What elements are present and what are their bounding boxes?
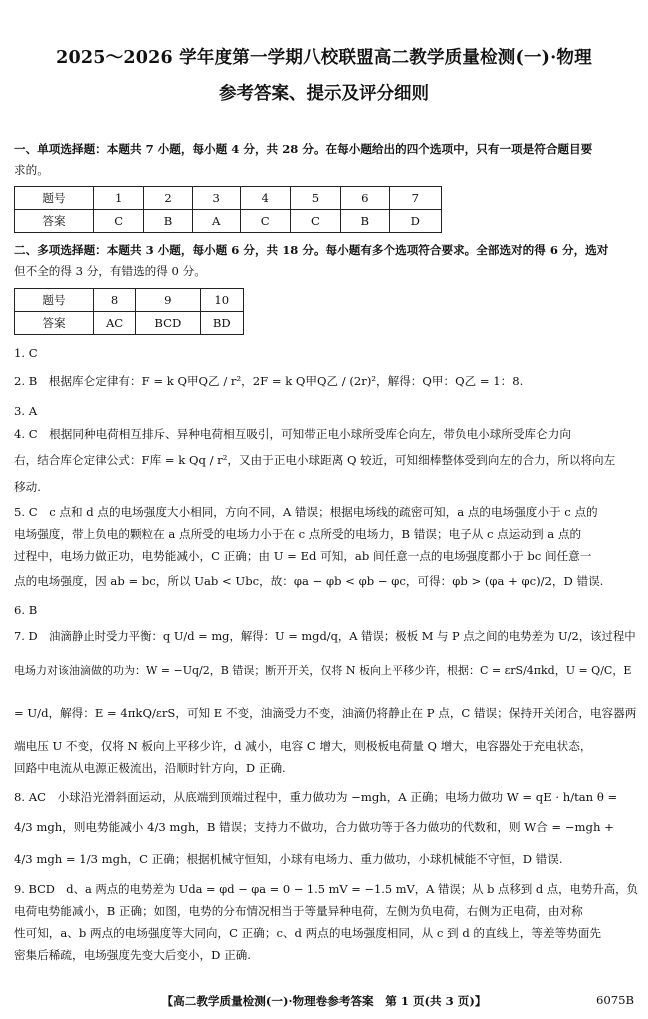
answer-cell: C	[94, 210, 144, 233]
explanation-line: = U/d，解得：E = 4πkQ/εrS，可知 E 不变，油滴受力不变，油滴仍将静止在 P 点，C 错误；保持开关闭合，电容器两	[14, 706, 637, 720]
page-footer: 【高二教学质量检测(一)·物理卷参考答案 第 1 页(共 3 页)】	[161, 994, 487, 1008]
explanation-line: 右，结合库仑定律公式：F库 = k Qq / r²，又由于正电小球距离 Q 较近，可知细棒整体受到向左的合力，所以将向左	[14, 453, 616, 467]
section1-intro	[14, 139, 640, 181]
answer-cell: A	[192, 210, 240, 233]
section1-question-row	[15, 187, 442, 210]
section2-answer-table	[14, 288, 244, 335]
explanation-line: 4/3 mgh = 1/3 mgh，C 正确；根据机械守恒知，小球有电场力、重力做功，小球机械能不守恒，D 错误.	[14, 852, 563, 866]
explanation-line: 端电压 U 不变，仅将 N 板向上平移少许，d 减小，电容 C 增大，则极板电荷量 Q 增大，电容器处于充电状态，	[14, 739, 592, 753]
explanation-line: 电荷电势能减小，B 正确；如图，电势的分布情况相当于等量异种电荷，左侧为负电荷，右侧为正电荷，由对称	[14, 904, 583, 918]
explanation-line: 过程中，电场力做正功，电势能减小，C 正确；由 U = Ed 可知，ab 间任意一点的电场强度都小于 bc 间任意一	[14, 549, 592, 563]
explanation-line: 7. D 油滴静止时受力平衡：q U/d = mg，解得：U = mgd/q，A 错误；极板 M 与 P 点之间的电势差为 U/2，该过程中	[14, 629, 636, 643]
row-label-question: 题号	[15, 289, 94, 312]
explanation-line: 6. B	[14, 603, 38, 617]
explanation-line: 4. C 根据同种电荷相互排斥、异种电荷相互吸引，可知带正电小球所受库仑向左，带负电小球所受库仑力向	[14, 427, 571, 441]
question-number: 9	[136, 289, 200, 312]
explanation-line: 1. C	[14, 346, 38, 360]
question-number: 10	[200, 289, 243, 312]
answer-cell: BD	[200, 312, 243, 335]
question-number: 5	[290, 187, 340, 210]
section2-intro-line1: 二、多项选择题：本题共 3 小题，每小题 6 分，共 18 分。每小题有多个选项符合要求。全部选对的得 6 分，选对	[14, 243, 609, 257]
answer-cell: D	[389, 210, 441, 233]
question-number: 7	[389, 187, 441, 210]
answer-cell: B	[144, 210, 193, 233]
question-number: 4	[240, 187, 290, 210]
paper-code: 6075B	[595, 993, 634, 1007]
section2-answer-row	[15, 312, 244, 335]
section1-answer-table	[14, 186, 442, 233]
row-label-question: 题号	[15, 187, 94, 210]
explanation-line: 2. B 根据库仑定律有：F = k Q甲Q乙 / r²，2F = k Q甲Q乙 / (2r)²，解得：Q甲：Q乙 = 1：8.	[14, 374, 524, 388]
page-subtitle: 参考答案、提示及评分细则	[219, 84, 429, 104]
row-label-answer: 答案	[15, 210, 94, 233]
explanation-line: 性可知，a、b 两点的电场强度等大同向，C 正确；c、d 两点的电场强度相同，从 c 到 d 的直线上，等差等势面先	[14, 926, 601, 940]
question-number: 2	[144, 187, 193, 210]
row-label-answer: 答案	[15, 312, 94, 335]
section1-intro-line2: 求的。	[14, 163, 49, 177]
explanation-line: 点的电场强度，因 ab = bc，所以 Uab < Ubc，故：φa − φb < φb − φc，可得：φb > (φa + φc)/2，D 错误.	[14, 574, 604, 588]
question-number: 3	[192, 187, 240, 210]
explanation-line: 9. BCD d、a 两点的电势差为 Uda = φd − φa = 0 − 1.5 mV = −1.5 mV，A 错误；从 b 点移到 d 点，电势升高，负	[14, 882, 638, 896]
answer-cell: C	[240, 210, 290, 233]
explanation-line: 5. C c 点和 d 点的电场强度大小相同，方向不同，A 错误；根据电场线的疏密可知，a 点的电场强度小于 c 点的	[14, 505, 598, 519]
page-title: 2025～2026 学年度第一学期八校联盟高二教学质量检测(一)·物理	[56, 48, 592, 68]
explanation-line: 8. AC 小球沿光滑斜面运动，从底端到顶端过程中，重力做功为 −mgh，A 正确；电场力做功 W = qE · h/tan θ =	[14, 790, 618, 804]
explanation-line: 回路中电流从电源正极流出，沿顺时针方向，D 正确.	[14, 761, 286, 775]
section2-question-row	[15, 289, 244, 312]
section2-intro-line2: 但不全的得 3 分，有错选的得 0 分。	[14, 264, 206, 278]
explanation-line: 4/3 mgh，则电势能减小 4/3 mgh，B 错误；支持力不做功，合力做功等于各力做功的代数和，则 W合 = −mgh +	[14, 820, 614, 834]
explanation-line: 电场强度，带上负电的颗粒在 a 点所受的电场力小于在 c 点所受的电场力，B 错误；电子从 c 点运动到 a 点的	[14, 527, 582, 541]
answer-cell: BCD	[136, 312, 200, 335]
question-number: 6	[341, 187, 390, 210]
explanation-line: 电场力对该油滴做的功为：W = −Uq/2，B 错误；断开开关，仅将 N 板向上平移少许，根据：C = εrS/4πkd，U = Q/C，E	[14, 664, 632, 677]
answer-cell: B	[341, 210, 390, 233]
explanation-line: 密集后稀疏，电场强度先变大后变小，D 正确.	[14, 948, 251, 962]
section1-intro-line1: 一、单项选择题：本题共 7 小题，每小题 4 分，共 28 分。在每小题给出的四个选项中，只有一项是符合题目要	[14, 142, 593, 156]
section1-answer-row	[15, 210, 442, 233]
explanation-line: 移动.	[14, 480, 41, 494]
answer-cell: AC	[94, 312, 136, 335]
question-number: 8	[94, 289, 136, 312]
section2-intro	[14, 240, 640, 282]
answer-cell: C	[290, 210, 340, 233]
explanation-line: 3. A	[14, 404, 38, 418]
question-number: 1	[94, 187, 144, 210]
